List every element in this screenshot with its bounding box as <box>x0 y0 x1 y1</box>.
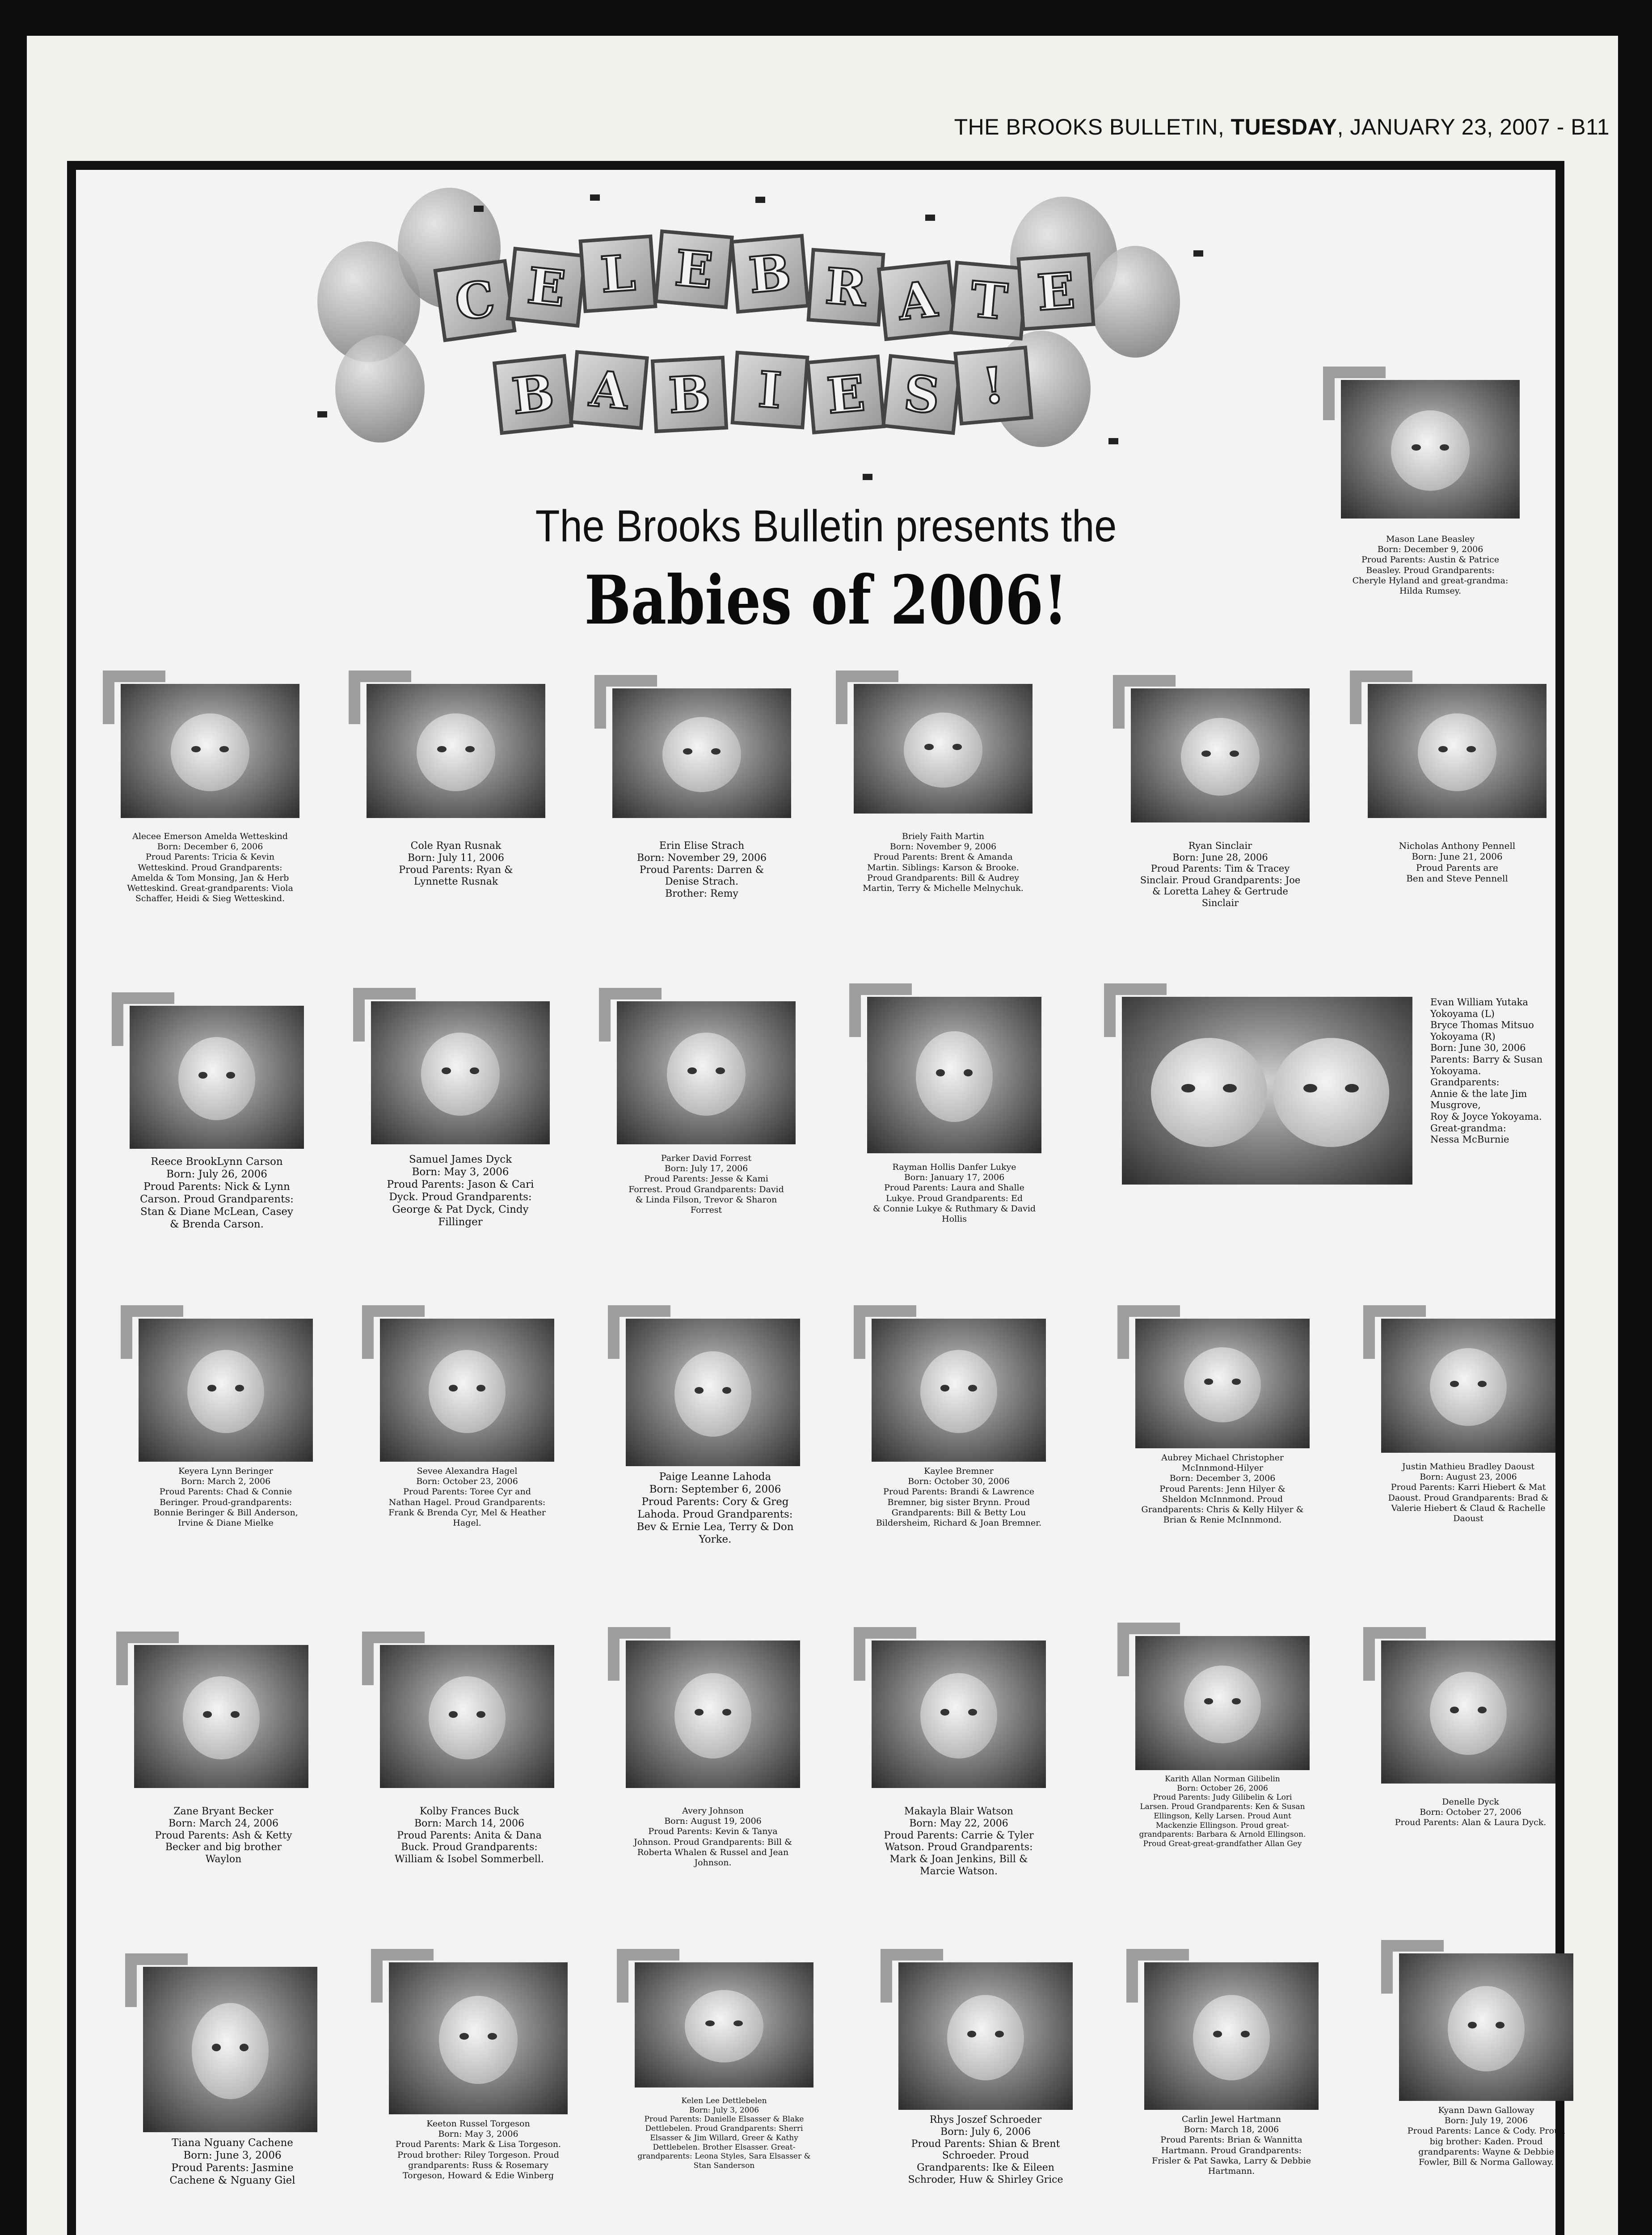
running-head-date: , JANUARY 23, 2007 - B11 <box>1337 114 1610 139</box>
presents-line: The Brooks Bulletin presents the <box>535 501 1117 551</box>
baby-caption: Justin Mathieu Bradley Daoust Born: August 23, 2006 Proud Parents: Karri Hiebert & Mat Daoust. Proud Grandparents: Brad & Valerie Hiebert & Claud & Rachelle Daoust <box>1388 1462 1549 1523</box>
letter-block <box>730 234 810 314</box>
baby-photo <box>1144 1962 1319 2110</box>
letter-block <box>881 354 962 435</box>
letter-block <box>949 261 1029 341</box>
baby-face <box>417 713 495 791</box>
baby-face <box>1193 1995 1270 2080</box>
letter-block <box>654 229 734 309</box>
confetti-icon <box>474 206 484 212</box>
baby-face <box>920 1350 997 1433</box>
baby-face <box>1151 1038 1267 1147</box>
celebrate-babies-banner <box>304 188 1198 496</box>
confetti-icon <box>755 197 765 203</box>
letter-block-text: E <box>673 239 715 299</box>
corner-bar <box>599 988 611 1042</box>
baby-face <box>920 1673 997 1758</box>
confetti-icon <box>317 411 327 417</box>
baby-photo <box>371 1001 550 1144</box>
baby-face <box>1430 1672 1507 1755</box>
baby-caption: Kelen Lee Dettlebelen Born: July 3, 2006 Proud Parents: Danielle Elsasser & Blake Dettlebelen. Proud Grandparents: Sherri Elsasser & Jim Willard, Greer & Kathy Dettlebelen. Brother Elsasser. Great- grandparents: Leona Styles, Sara Elsasser & Stan Sanderson <box>637 2096 811 2171</box>
baby-face <box>1273 1038 1389 1147</box>
corner-bar <box>1363 1305 1375 1359</box>
baby-caption: Karith Allan Norman Gilibelin Born: October 26, 2006 Proud Parents: Judy Gilibelin & Lori Larsen. Proud Grandparents: Ken & Susan Ellingson, Kelly Larsen. Proud Aunt Mackenzie Ellingson. Proud great- grandparents: Barbara & Arnold Ellingson. Proud Great-great-grandfather Allan Gey <box>1139 1775 1306 1849</box>
letter-block-text: A <box>895 270 940 331</box>
baby-photo <box>898 1962 1073 2110</box>
baby-face <box>1181 718 1260 796</box>
baby-face <box>662 717 741 792</box>
baby-photo <box>380 1645 554 1788</box>
baby-caption: Carlin Jewel Hartmann Born: March 18, 2006 Proud Parents: Brian & Wannitta Hartmann. Proud Grandparents: Frisler & Pat Sawka, Larry & Debbie Hartmann. <box>1152 2114 1311 2176</box>
balloon-icon <box>1091 246 1180 358</box>
corner-bar <box>849 983 861 1037</box>
corner-bar <box>371 1949 383 2003</box>
baby-photo <box>872 1319 1046 1462</box>
corner-bar <box>116 1632 128 1685</box>
corner-bar <box>1381 1940 1393 1994</box>
balloon-icon <box>335 335 425 443</box>
baby-caption: Erin Elise Strach Born: November 29, 2006 Proud Parents: Darren & Denise Strach. Brother: Remy <box>637 840 767 900</box>
baby-caption: Alecee Emerson Amelda Wetteskind Born: December 6, 2006 Proud Parents: Tricia & Kevin Wetteskind. Proud Grandparents: Amelda & Tom Monsing, Jan & Herb Wetteskind. Great-grandparents: Viola Schaffer, Heidi & Sieg Wetteskind. <box>127 831 293 904</box>
corner-bar <box>617 1949 628 2003</box>
letter-block-text: T <box>968 270 1010 331</box>
letter-block <box>953 346 1033 426</box>
baby-caption: Samuel James Dyck Born: May 3, 2006 Proud Parents: Jason & Cari Dyck. Proud Grandparents: George & Pat Dyck, Cindy Fillinger <box>387 1154 534 1228</box>
baby-photo <box>1135 1636 1310 1770</box>
baby-caption: Denelle Dyck Born: October 27, 2006 Proud Parents: Alan & Laura Dyck. <box>1395 1797 1547 1828</box>
baby-face <box>192 2003 269 2099</box>
corner-bar <box>594 675 606 729</box>
baby-face <box>187 1350 264 1433</box>
baby-photo <box>1368 684 1547 818</box>
baby-face <box>1184 1347 1261 1422</box>
baby-face <box>171 713 249 791</box>
baby-face <box>1430 1348 1507 1426</box>
corner-bar <box>608 1305 620 1359</box>
baby-photo <box>617 1001 796 1144</box>
letter-block <box>493 354 573 435</box>
baby-caption: Tiana Nguany Cachene Born: June 3, 2006 Proud Parents: Jasmine Cachene & Nguany Giel <box>169 2137 295 2187</box>
corner-bar <box>836 670 847 724</box>
corner-bar <box>608 1627 620 1681</box>
baby-caption: Keeton Russel Torgeson Born: May 3, 2006 Proud Parents: Mark & Lisa Torgeson. Proud brother: Riley Torgeson. Proud grandparents: Russ & Rosemary Torgeson, Howard & Edie Winberg <box>395 2119 561 2180</box>
baby-caption: Mason Lane Beasley Born: December 9, 2006 Proud Parents: Austin & Patrice Beasley. Proud Grandparents: Cheryle Hyland and great-grandma: Hilda Rumsey. <box>1352 534 1509 596</box>
baby-caption: Paige Leanne Lahoda Born: September 6, 2006 Proud Parents: Cory & Greg Lahoda. Proud Grandparents: Bev & Ernie Lea, Terry & Don Yorke. <box>636 1471 794 1546</box>
baby-face <box>429 1676 506 1759</box>
baby-photo <box>1131 688 1310 822</box>
letter-block <box>578 234 657 313</box>
baby-face <box>429 1350 506 1433</box>
baby-face <box>947 1995 1024 2080</box>
corner-bar <box>1117 1623 1129 1676</box>
baby-caption: Zane Bryant Becker Born: March 24, 2006 Proud Parents: Ash & Ketty Becker and big brother Waylon <box>155 1806 292 1865</box>
letter-block-text: B <box>667 364 712 424</box>
corner-bar <box>362 1305 374 1359</box>
baby-caption: Kyann Dawn Galloway Born: July 19, 2006 Proud Parents: Lance & Cody. Proud big brother: Kaden. Proud grandparents: Wayne & Debbie Fowler, Bill & Norma Galloway. <box>1407 2105 1565 2167</box>
letter-block-text: B <box>509 363 557 426</box>
letter-block <box>806 248 885 326</box>
baby-face <box>1391 410 1470 491</box>
baby-caption: Rhys Joszef Schroeder Born: July 6, 2006 Proud Parents: Shian & Brent Schroeder. Proud Grandparents: Ike & Eileen Schroder, Huw & Shirley Grice <box>908 2114 1063 2186</box>
baby-photo <box>854 684 1032 814</box>
letter-block-text: C <box>451 269 498 332</box>
corner-bar <box>349 670 360 724</box>
confetti-icon <box>863 474 872 480</box>
corner-bar <box>353 988 365 1042</box>
letter-block <box>569 350 649 430</box>
baby-photo <box>389 1962 568 2114</box>
baby-caption: Reece BrookLynn Carson Born: July 26, 2006 Proud Parents: Nick & Lynn Carson. Proud Grandparents: Stan & Diane McLean, Casey & Brenda Carson. <box>140 1156 294 1231</box>
baby-face <box>904 713 982 788</box>
baby-caption: Aubrey Michael Christopher McInnmond-Hilyer Born: December 3, 2006 Proud Parents: Jenn Hilyer & Sheldon McInnmond. Proud Grandparents: Chris & Kelly Hilyer & Brian & Renie McInnmond. <box>1141 1453 1304 1525</box>
baby-caption: Parker David Forrest Born: July 17, 2006 Proud Parents: Jesse & Kami Forrest. Proud Grandparents: David & Linda Filson, Trevor & Sharon Forrest <box>628 1153 784 1215</box>
running-head-day: TUESDAY <box>1231 114 1337 139</box>
baby-caption: Rayman Hollis Danfer Lukye Born: January 17, 2006 Proud Parents: Laura and Shalle Lukye. Proud Grandparents: Ed & Connie Lukye & Ruthmary & David Hollis <box>872 1162 1036 1224</box>
letter-block-text: R <box>823 257 868 317</box>
baby-photo <box>872 1640 1046 1788</box>
baby-face <box>1184 1666 1261 1743</box>
letter-block-text: L <box>598 243 637 304</box>
baby-caption: Sevee Alexandra Hagel Born: October 23, 2006 Proud Parents: Toree Cyr and Nathan Hagel. Proud Grandparents: Frank & Brenda Cyr, Mel & Heather Hagel. <box>388 1466 546 1528</box>
baby-caption: Ryan Sinclair Born: June 28, 2006 Proud Parents: Tim & Tracey Sinclair. Proud Grandparents: Joe & Loretta Lahey & Gertrude Sinclair <box>1140 840 1301 909</box>
corner-bar <box>854 1305 865 1359</box>
letter-block <box>651 356 728 433</box>
baby-photo <box>134 1645 308 1788</box>
corner-bar <box>1113 675 1125 729</box>
letter-block <box>806 354 886 434</box>
baby-caption: Makayla Blair Watson Born: May 22, 2006 Proud Parents: Carrie & Tyler Watson. Proud Grandparents: Mark & Joan Jenkins, Bill & Marcie Watson. <box>884 1806 1034 1877</box>
running-head <box>954 114 1610 140</box>
corner-bar <box>103 670 114 724</box>
baby-photo <box>635 1962 813 2087</box>
corner-bar <box>112 992 123 1046</box>
baby-photo <box>1122 997 1412 1185</box>
letter-block <box>1016 252 1095 331</box>
corner-bar <box>1363 1627 1375 1681</box>
confetti-icon <box>1108 438 1118 444</box>
letter-block <box>506 247 587 328</box>
confetti-icon <box>925 215 935 221</box>
confetti-icon <box>590 194 600 201</box>
baby-photo <box>1135 1319 1310 1448</box>
corner-bar <box>1350 670 1361 724</box>
letter-block-text: I <box>756 360 784 420</box>
baby-caption: Evan William Yutaka Yokoyama (L) Bryce Thomas Mitsuo Yokoyama (R) Born: June 30, 2006 Parents: Barry & Susan Yokoyama. Grandparents: Annie & the late Jim Musgrove, Roy & Joyce Yokoyama. Great-grandma: Nessa McBurnie <box>1430 997 1543 1145</box>
letter-block <box>433 259 516 342</box>
baby-photo <box>143 1967 317 2132</box>
corner-bar <box>854 1627 865 1681</box>
letter-block-text: E <box>825 364 867 425</box>
baby-face <box>183 1676 260 1759</box>
baby-caption: Kaylee Bremner Born: October 30, 2006 Proud Parents: Brandi & Lawrence Bremner, big sister Brynn. Proud Grandparents: Bill & Betty Lou Bildersheim, Richard & Joan Bremner. <box>876 1466 1042 1528</box>
corner-bar <box>121 1305 132 1359</box>
baby-caption: Avery Johnson Born: August 19, 2006 Proud Parents: Kevin & Tanya Johnson. Proud Grandparents: Bill & Roberta Whalen & Russel and Jean Johnson. <box>634 1806 792 1868</box>
letter-block-text: S <box>901 363 943 425</box>
letter-block-text: B <box>746 243 793 304</box>
baby-photo <box>130 1006 304 1149</box>
baby-face <box>439 1996 518 2084</box>
baby-caption: Cole Ryan Rusnak Born: July 11, 2006 Proud Parents: Ryan & Lynnette Rusnak <box>399 840 513 888</box>
baby-face <box>685 1990 763 2062</box>
baby-photo <box>367 684 545 818</box>
baby-photo <box>121 684 299 818</box>
baby-face <box>667 1033 746 1116</box>
baby-face <box>916 1031 993 1122</box>
baby-face <box>1448 1986 1525 2071</box>
letter-block-text: E <box>1035 261 1077 322</box>
corner-bar <box>881 1949 892 2003</box>
baby-face <box>178 1037 255 1120</box>
baby-photo <box>1341 380 1520 519</box>
baby-caption: Kolby Frances Buck Born: March 14, 2006 Proud Parents: Anita & Dana Buck. Proud Grandparents: William & Isobel Sommerbell. <box>394 1806 544 1865</box>
baby-caption: Briely Faith Martin Born: November 9, 2006 Proud Parents: Brent & Amanda Martin. Siblings: Karson & Brooke. Proud Grandparents: Bill & Audrey Martin, Terry & Michelle Melnychuk. <box>863 831 1024 893</box>
baby-photo <box>867 997 1041 1153</box>
confetti-icon <box>1193 250 1203 257</box>
corner-bar <box>1117 1305 1129 1359</box>
baby-photo <box>612 688 791 818</box>
corner-bar <box>1104 983 1116 1037</box>
corner-bar <box>362 1632 374 1685</box>
letter-block <box>877 260 958 341</box>
baby-face <box>674 1673 751 1758</box>
baby-face <box>674 1351 751 1437</box>
page-headline: Babies of 2006! <box>584 561 1068 640</box>
baby-photo <box>1381 1640 1555 1784</box>
baby-photo <box>139 1319 313 1462</box>
letter-block-text: A <box>587 359 631 420</box>
corner-bar <box>125 1953 137 2007</box>
baby-caption: Nicholas Anthony Pennell Born: June 21, 2006 Proud Parents are Ben and Steve Pennell <box>1399 840 1516 884</box>
baby-caption: Keyera Lynn Beringer Born: March 2, 2006 Proud Parents: Chad & Connie Beringer. Proud-grandparents: Bonnie Beringer & Bill Anderson, Irvine & Diane Mielke <box>153 1466 298 1528</box>
baby-face <box>1418 713 1496 791</box>
running-head-paper: THE BROOKS BULLETIN, <box>954 114 1231 139</box>
baby-photo <box>380 1319 554 1462</box>
baby-face <box>421 1033 500 1116</box>
letter-block <box>730 350 809 429</box>
corner-bar <box>1323 367 1335 420</box>
corner-bar <box>1126 1949 1138 2003</box>
baby-photo <box>1381 1319 1555 1453</box>
baby-photo <box>626 1319 800 1466</box>
letter-block-text: ! <box>980 355 1007 415</box>
baby-photo <box>626 1640 800 1788</box>
letter-block-text: E <box>525 256 568 318</box>
baby-photo <box>1399 1953 1573 2101</box>
